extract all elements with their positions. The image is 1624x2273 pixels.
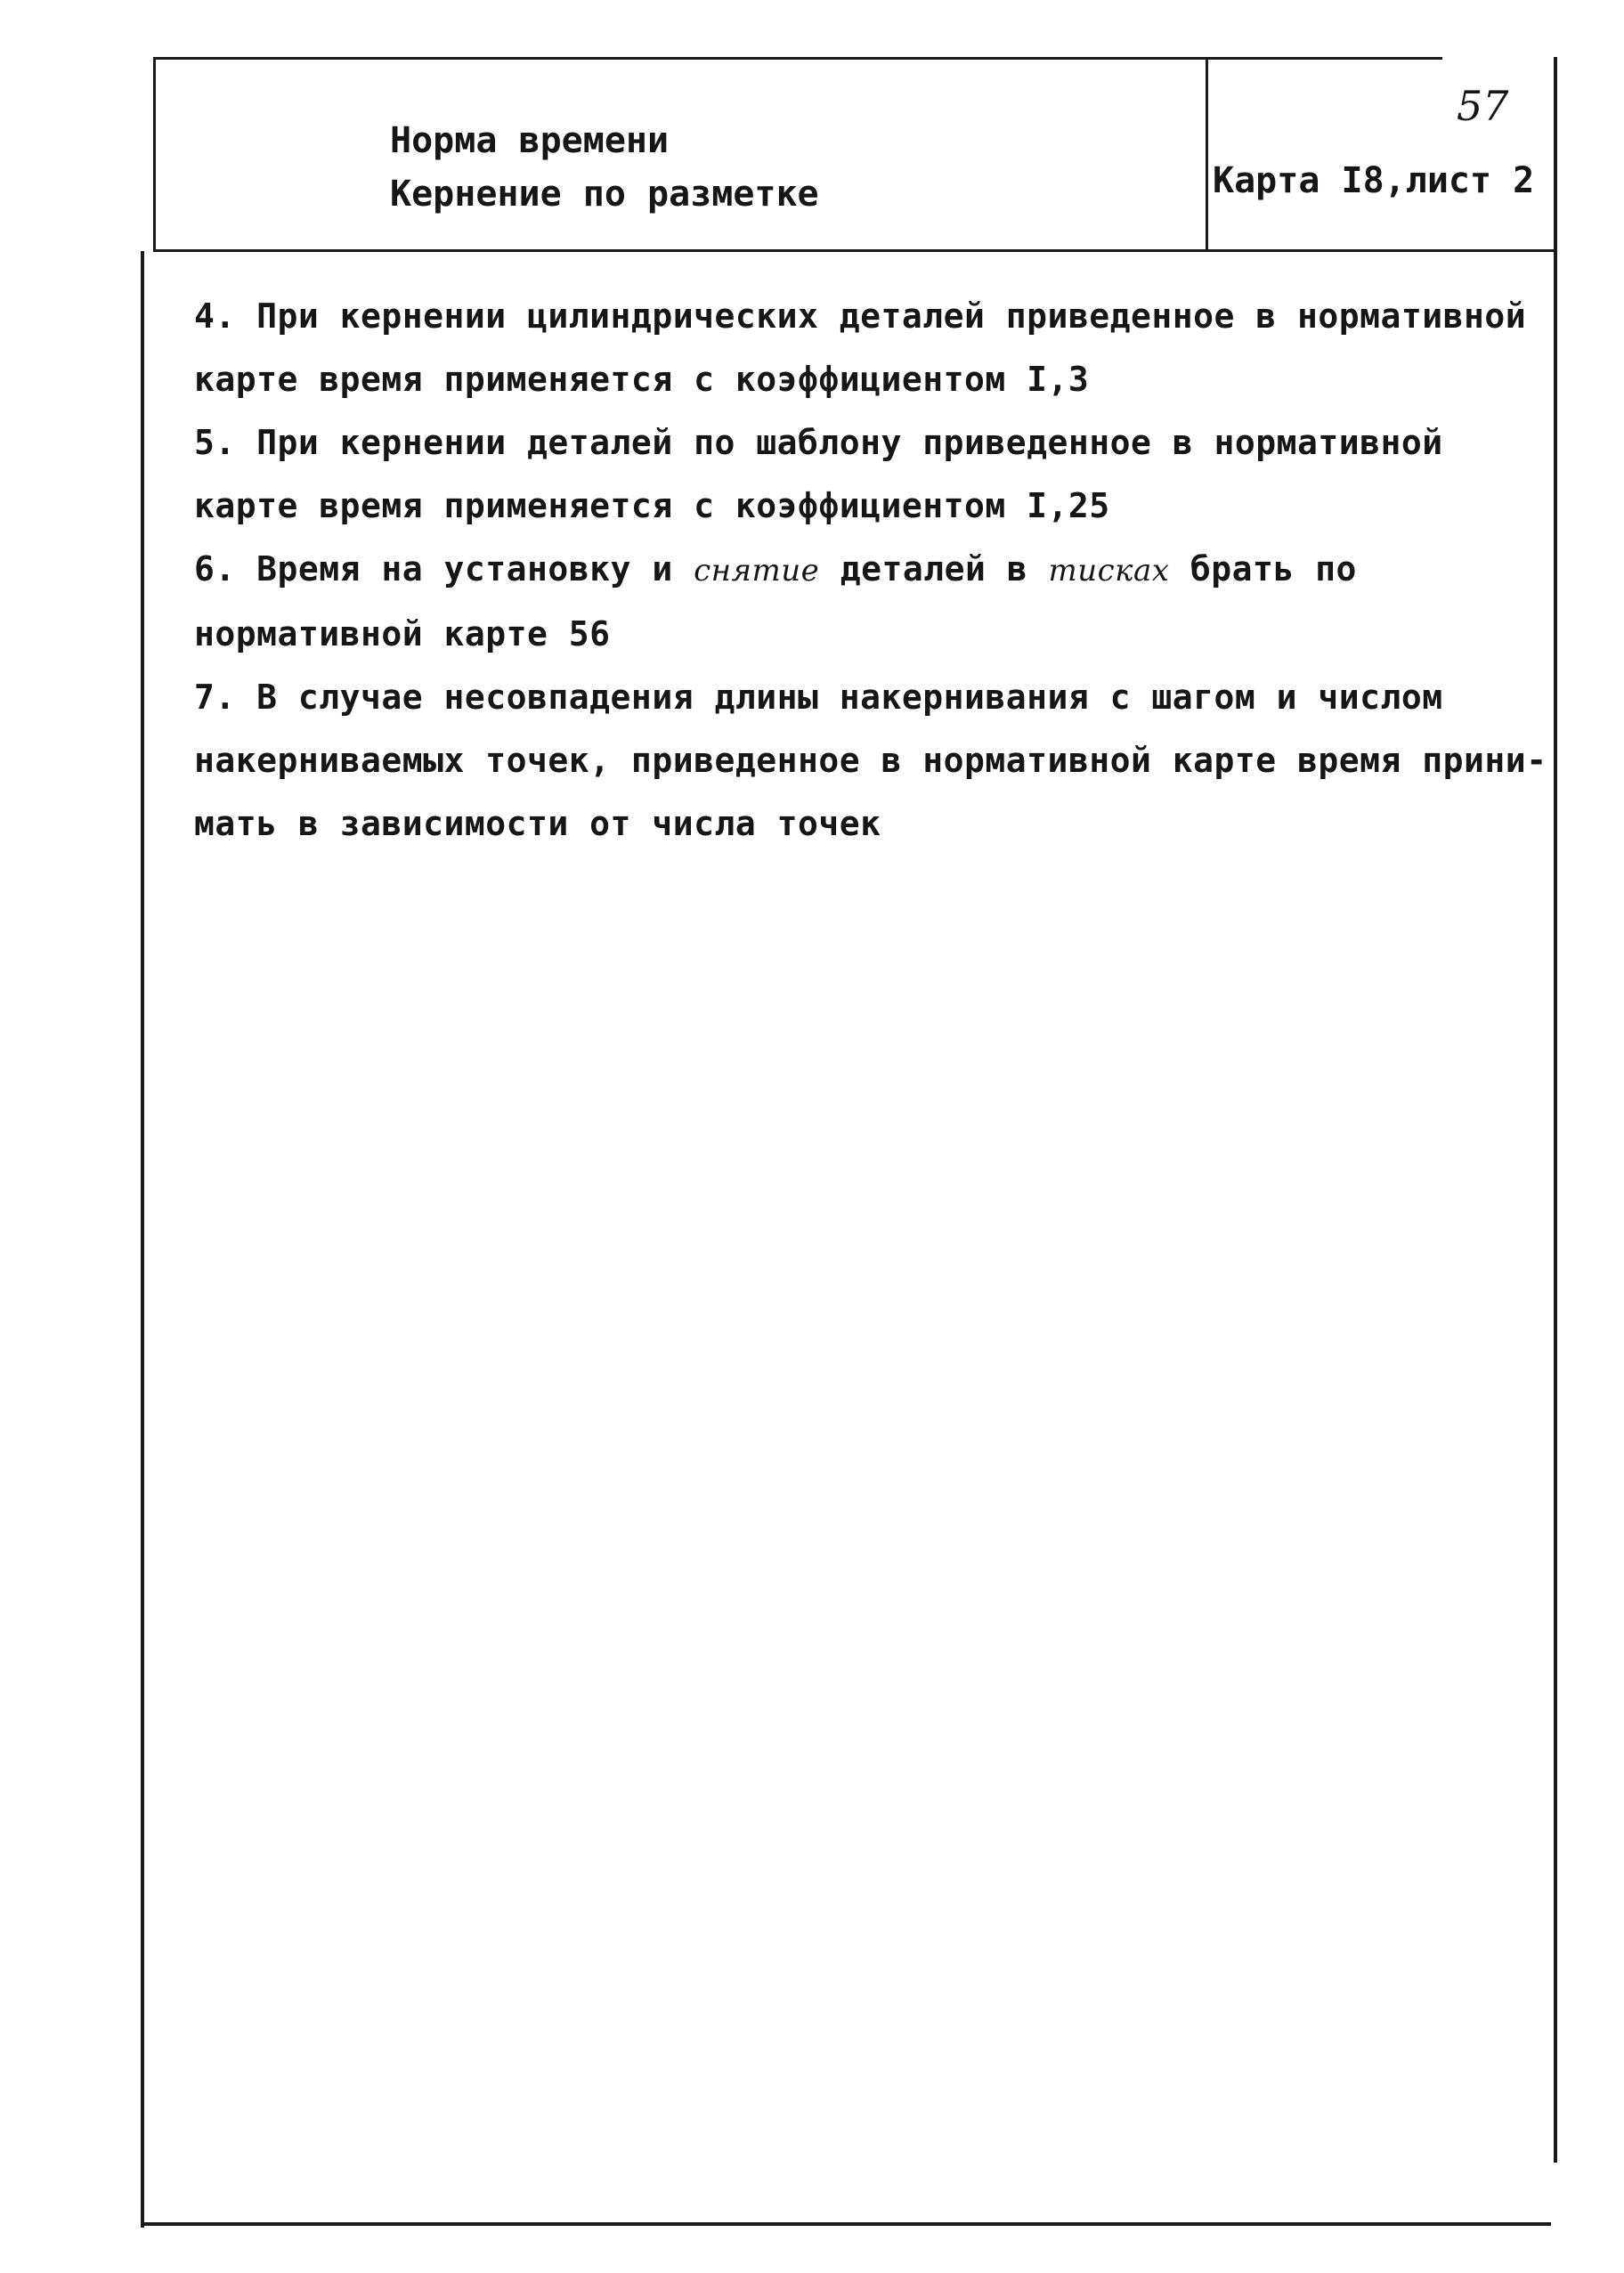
note-6-line-1: [194, 538, 1530, 603]
note-5-line-2: карте время применяется с коэффициентом I,25: [194, 486, 1110, 525]
note-4-line-2: карте время применяется с коэффициентом I,3: [194, 360, 1090, 399]
handwritten-word-2: тисках: [1048, 553, 1170, 589]
notes-section: [194, 285, 1547, 856]
note-6-text-b: деталей в: [840, 549, 1028, 589]
frame-left-border-upper: [153, 57, 156, 251]
card-reference: Карта I8,лист 2: [1213, 160, 1535, 201]
note-6-text-a: 6. Время на установку и: [194, 549, 673, 589]
frame-left-border: [141, 251, 144, 2228]
handwritten-word-1: снятие: [694, 553, 820, 589]
frame-right-border: [1554, 57, 1557, 2163]
page-number: 57: [1457, 82, 1509, 130]
note-7-line-1: 7. В случае несовпадения длины накернивания с шагом и числом: [194, 678, 1443, 717]
note-7-line-2: накерниваемых точек, приведенное в нормативной карте время прини-: [194, 741, 1547, 780]
frame-bottom-border: [141, 2222, 1551, 2226]
document-title: [390, 114, 819, 221]
title-line-2: Кернение по разметке: [390, 174, 819, 215]
title-line-1: Норма времени: [390, 120, 670, 161]
note-6-line-2: нормативной карте 56: [194, 614, 611, 653]
note-5-line-1: 5. При кернении деталей по шаблону приведенное в нормативной: [194, 423, 1443, 462]
header-column-divider: [1206, 57, 1208, 251]
frame-top-border: [153, 57, 1442, 60]
header-divider: [153, 249, 1556, 252]
note-6-text-c: брать по: [1190, 549, 1357, 589]
note-4-line-1: 4. При кернении цилиндрических деталей приведенное в нормативной: [194, 296, 1527, 336]
note-7-line-3: мать в зависимости от числа точек: [194, 804, 881, 843]
